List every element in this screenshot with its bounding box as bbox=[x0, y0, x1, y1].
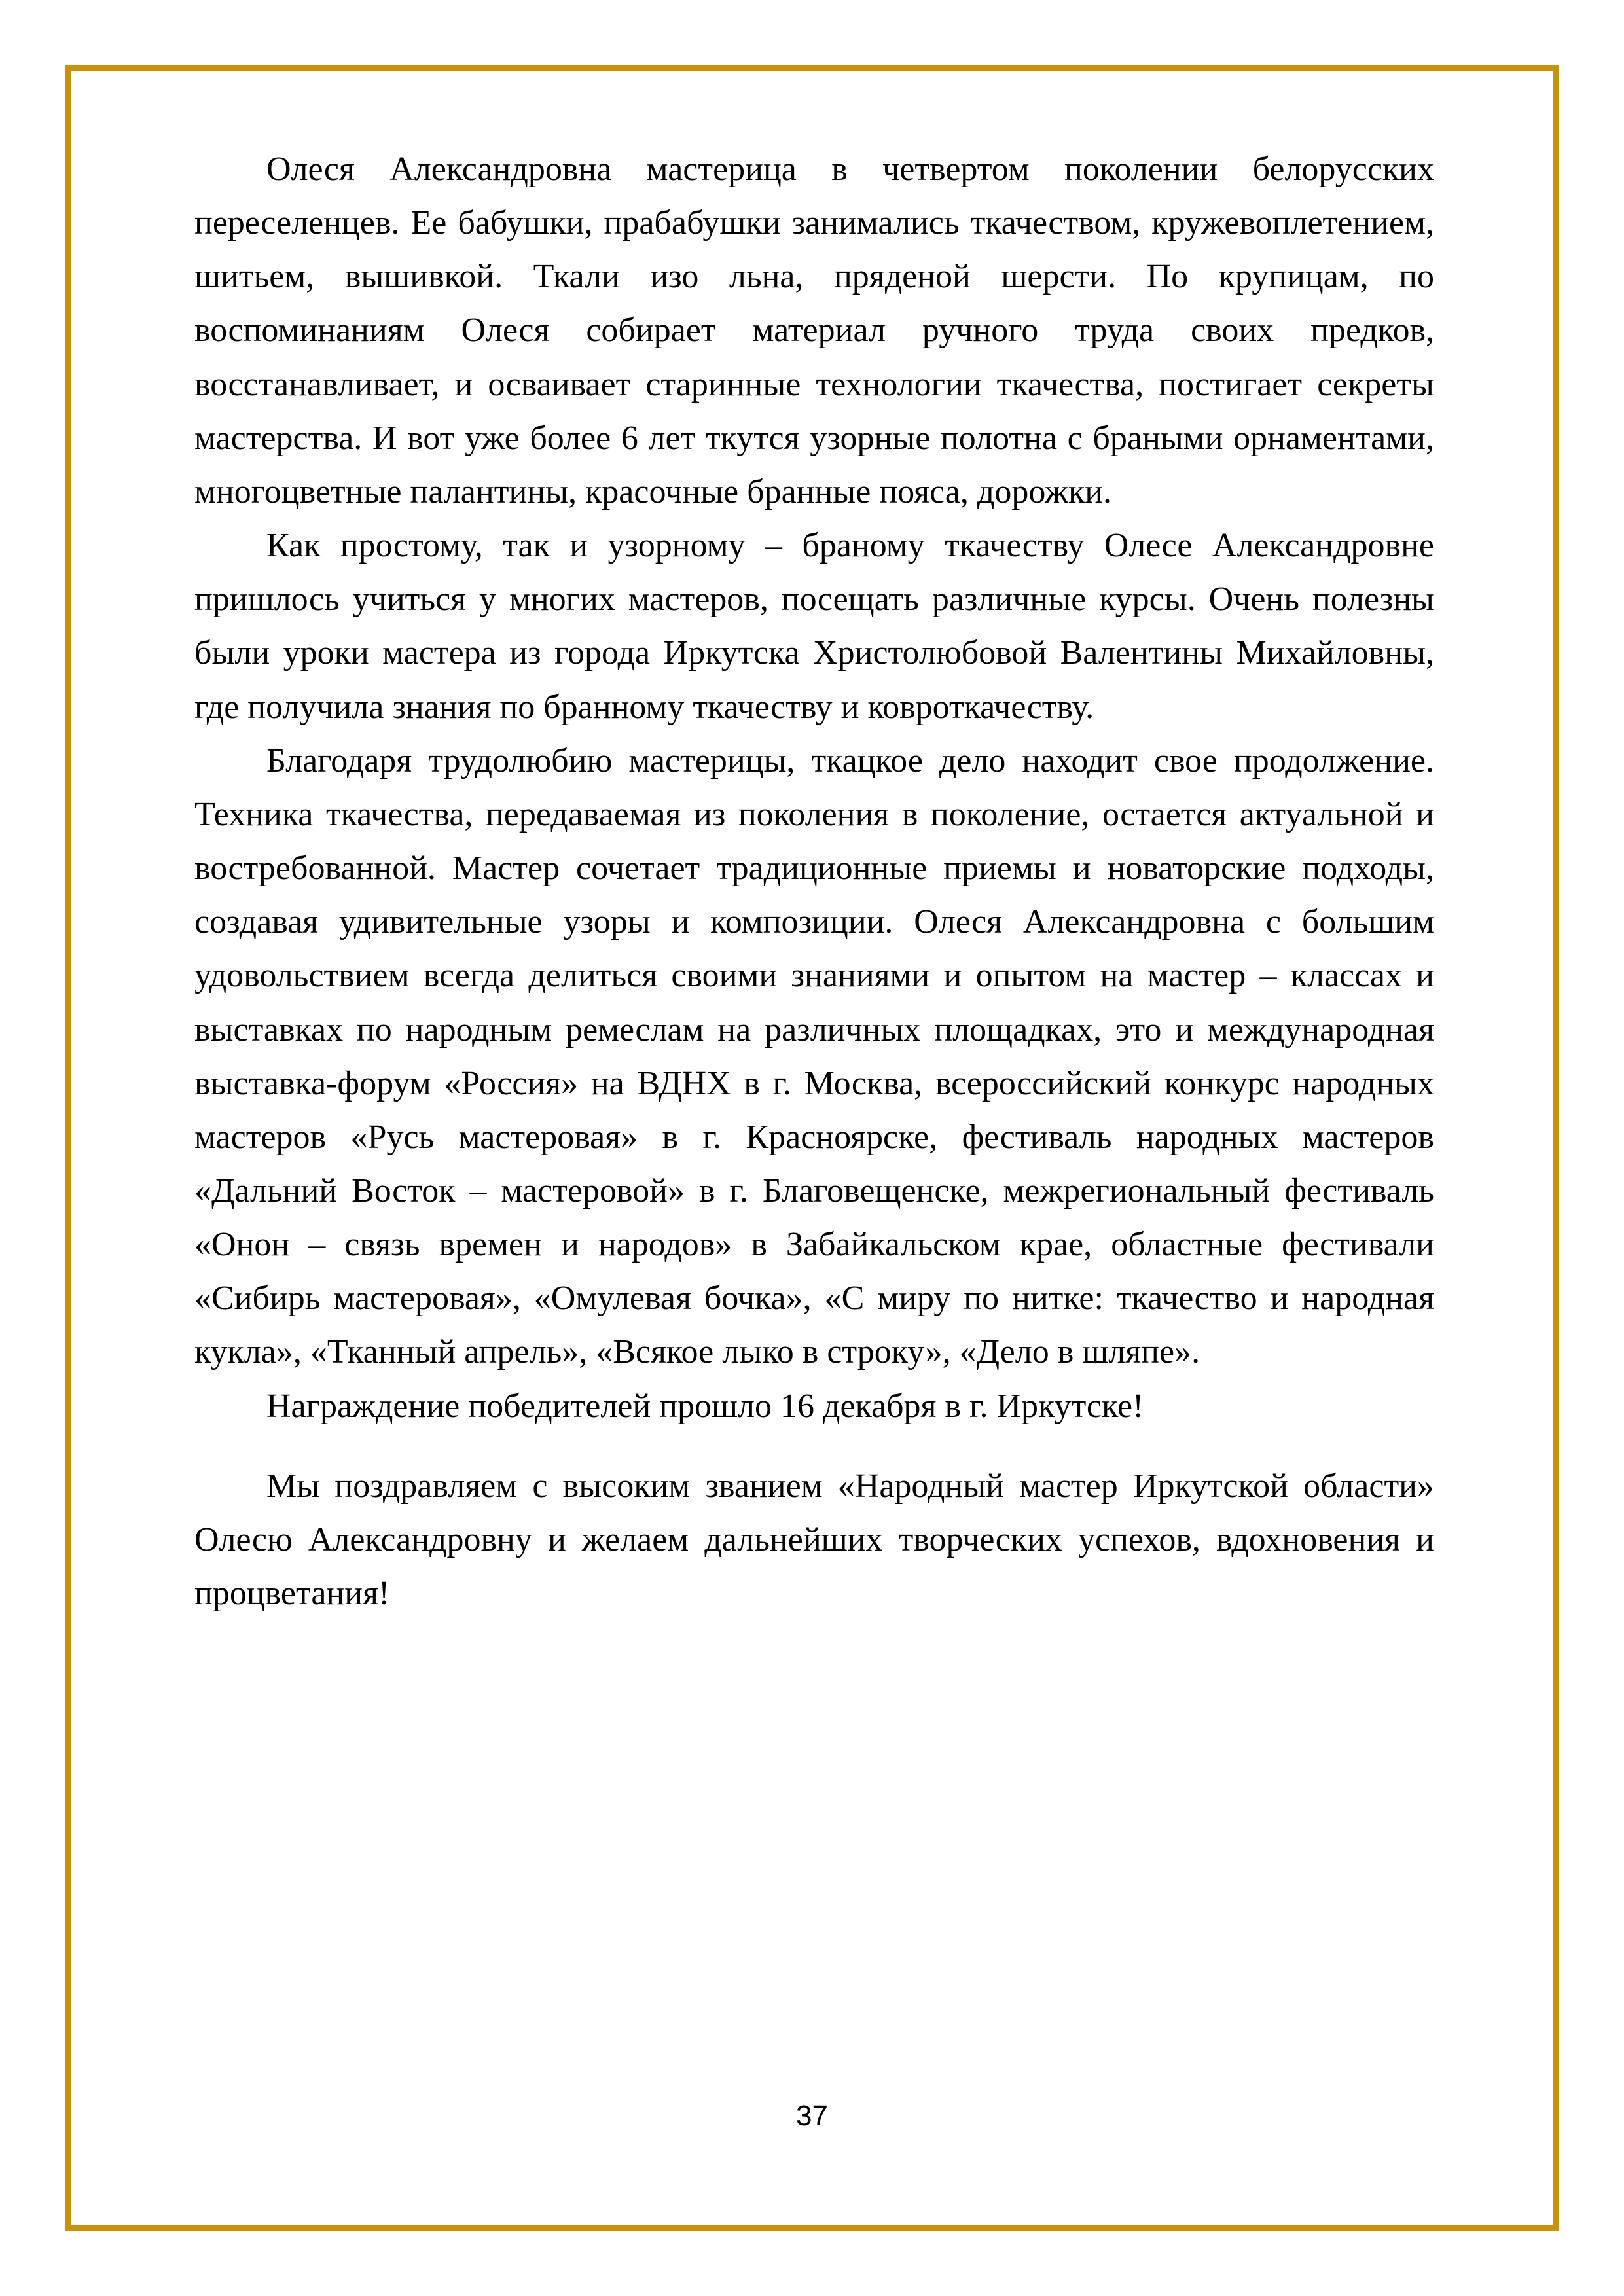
paragraph-1: Олеся Александровна мастерица в четвертом поколении белорусских переселенцев. Ее бабушки, прабабушки занимались ткачеством, кружевоплетением, шитьем, вышивкой. Ткали изо льна, пряденой шерсти. По крупицам, по воспоминаниям Олеся собирает материал ручного труда своих предков, восстанавливает, и осваивает старинные технологии ткачества, постигает секреты мастерства. И вот уже более 6 лет ткутся узорные полотна с браными орнаментами, многоцветные палантины, красочные бранные пояса, дорожки. bbox=[194, 151, 1434, 511]
paragraph-3: Благодаря трудолюбию мастерицы, ткацкое дело находит свое продолжение. Техника ткачества, передаваемая из поколения в поколение, остается актуальной и востребованной. Мастер сочетает традиционные приемы и новаторские подходы, создавая удивительные узоры и композиции. Олеся Александровна с большим удовольствием всегда делиться своими знаниями и опытом на мастер – классах и выставках по народным ремеслам на различных площадках, это и международная выставка-форум «Россия» на ВДНХ в г. Москва, всероссийский конкурс народных мастеров «Русь мастеровая» в г. Красноярске, фестиваль народных мастеров «Дальний Восток – мастеровой» в г. Благовещенске, межрегиональный фестиваль «Онон – связь времен и народов» в Забайкальском крае, областные фестивали «Сибирь мастеровая», «Омулевая бочка», «С миру по нитке: ткачество и народная кукла», «Тканный апрель», «Всякое лыко в строку», «Дело в шляпе». bbox=[194, 742, 1434, 1371]
page-number: 37 bbox=[796, 2100, 828, 2132]
paragraph-2: Как простому, так и узорному – браному ткачеству Олесе Александровне пришлось учиться у многих мастеров, посещать различные курсы. Очень полезны были уроки мастера из города Иркутска Христолюбовой Валентины Михайловны, где получила знания по бранному ткачеству и ковроткачеству. bbox=[194, 527, 1434, 726]
paragraph-4: Награждение победителей прошло 16 декабря в г. Иркутске! bbox=[266, 1387, 1144, 1425]
paragraph-5: Мы поздравляем с высоким званием «Народный мастер Иркутской области» Олесю Александровну и желаем дальнейших творческих успехов, вдохновения и процветания! bbox=[194, 1467, 1434, 1613]
document-body bbox=[194, 143, 1434, 1621]
